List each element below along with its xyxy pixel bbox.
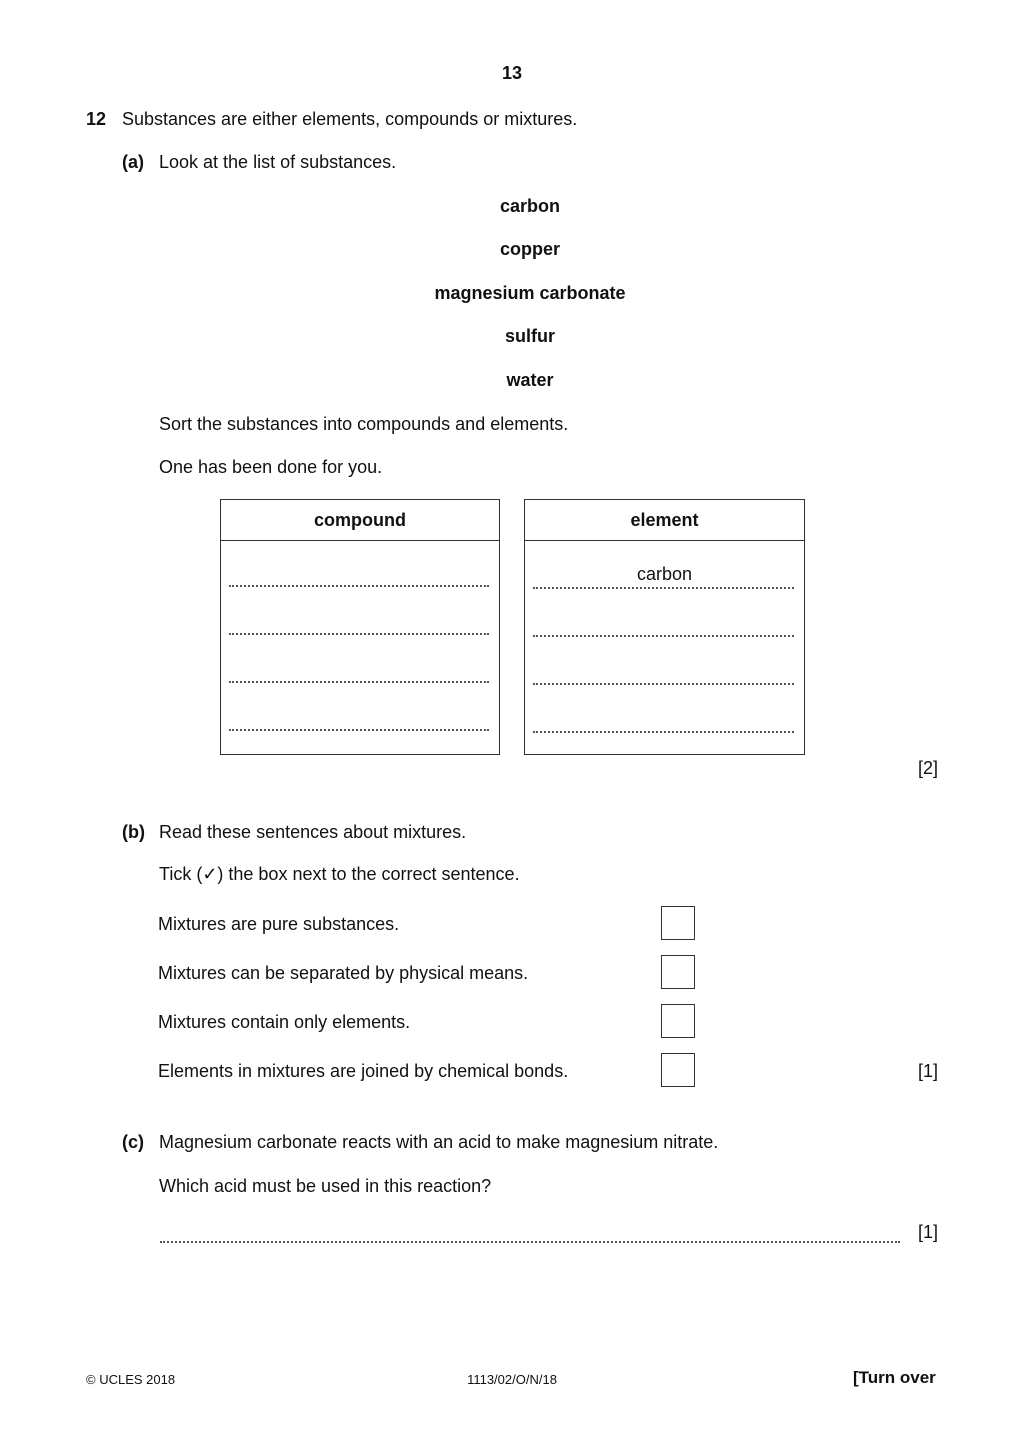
part-c-answer-line[interactable] bbox=[160, 1241, 900, 1243]
part-c-label: (c) bbox=[122, 1132, 144, 1152]
element-table bbox=[524, 499, 805, 755]
part-c-statement: Magnesium carbonate reacts with an acid to make magnesium nitrate. bbox=[159, 1132, 719, 1152]
element-answer-line[interactable] bbox=[533, 587, 794, 589]
element-header: element bbox=[525, 500, 804, 541]
turn-over: [Turn over bbox=[853, 1368, 936, 1387]
tick-box[interactable] bbox=[661, 955, 695, 989]
mixture-sentence: Elements in mixtures are joined by chemical bonds. bbox=[158, 1061, 569, 1081]
compound-answer-line[interactable] bbox=[229, 633, 489, 635]
part-b-label: (b) bbox=[122, 822, 145, 842]
page-number: 13 bbox=[501, 63, 523, 83]
part-a-label: (a) bbox=[122, 152, 144, 172]
footer-copyright: © UCLES 2018 bbox=[86, 1372, 176, 1387]
compound-header: compound bbox=[221, 500, 499, 541]
element-example: carbon bbox=[636, 564, 693, 584]
part-c-question: Which acid must be used in this reaction? bbox=[159, 1176, 492, 1196]
substance-item: water bbox=[506, 370, 554, 390]
substance-item: copper bbox=[499, 239, 560, 259]
part-b-marks: [1] bbox=[918, 1061, 939, 1081]
part-b-instruction: Read these sentences about mixtures. bbox=[159, 822, 467, 842]
mixture-sentence: Mixtures contain only elements. bbox=[158, 1012, 411, 1032]
compound-answer-line[interactable] bbox=[229, 681, 489, 683]
element-answer-line[interactable] bbox=[533, 635, 794, 637]
question-number: 12 bbox=[86, 109, 107, 129]
compound-answer-line[interactable] bbox=[229, 729, 489, 731]
footer-code: 1113/02/O/N/18 bbox=[467, 1372, 557, 1387]
element-answer-line[interactable] bbox=[533, 683, 794, 685]
compound-table bbox=[220, 499, 500, 755]
mixture-sentence: Mixtures are pure substances. bbox=[158, 914, 400, 934]
tick-box[interactable] bbox=[661, 906, 695, 940]
tick-instruction: Tick (✓) the box next to the correct sentence. bbox=[159, 864, 520, 884]
example-note: One has been done for you. bbox=[159, 457, 383, 477]
part-a-marks: [2] bbox=[918, 758, 939, 778]
sort-instruction: Sort the substances into compounds and elements. bbox=[159, 414, 569, 434]
part-c-marks: [1] bbox=[918, 1222, 939, 1242]
tick-box[interactable] bbox=[661, 1004, 695, 1038]
substance-item: carbon bbox=[499, 196, 560, 216]
compound-answer-line[interactable] bbox=[229, 585, 489, 587]
substance-item: sulfur bbox=[504, 326, 555, 346]
substance-item: magnesium carbonate bbox=[434, 283, 626, 303]
question-intro: Substances are either elements, compounds or mixtures. bbox=[122, 109, 578, 129]
mixture-sentence: Mixtures can be separated by physical means. bbox=[158, 963, 529, 983]
tick-box[interactable] bbox=[661, 1053, 695, 1087]
part-a-instruction: Look at the list of substances. bbox=[159, 152, 397, 172]
element-answer-line[interactable] bbox=[533, 731, 794, 733]
